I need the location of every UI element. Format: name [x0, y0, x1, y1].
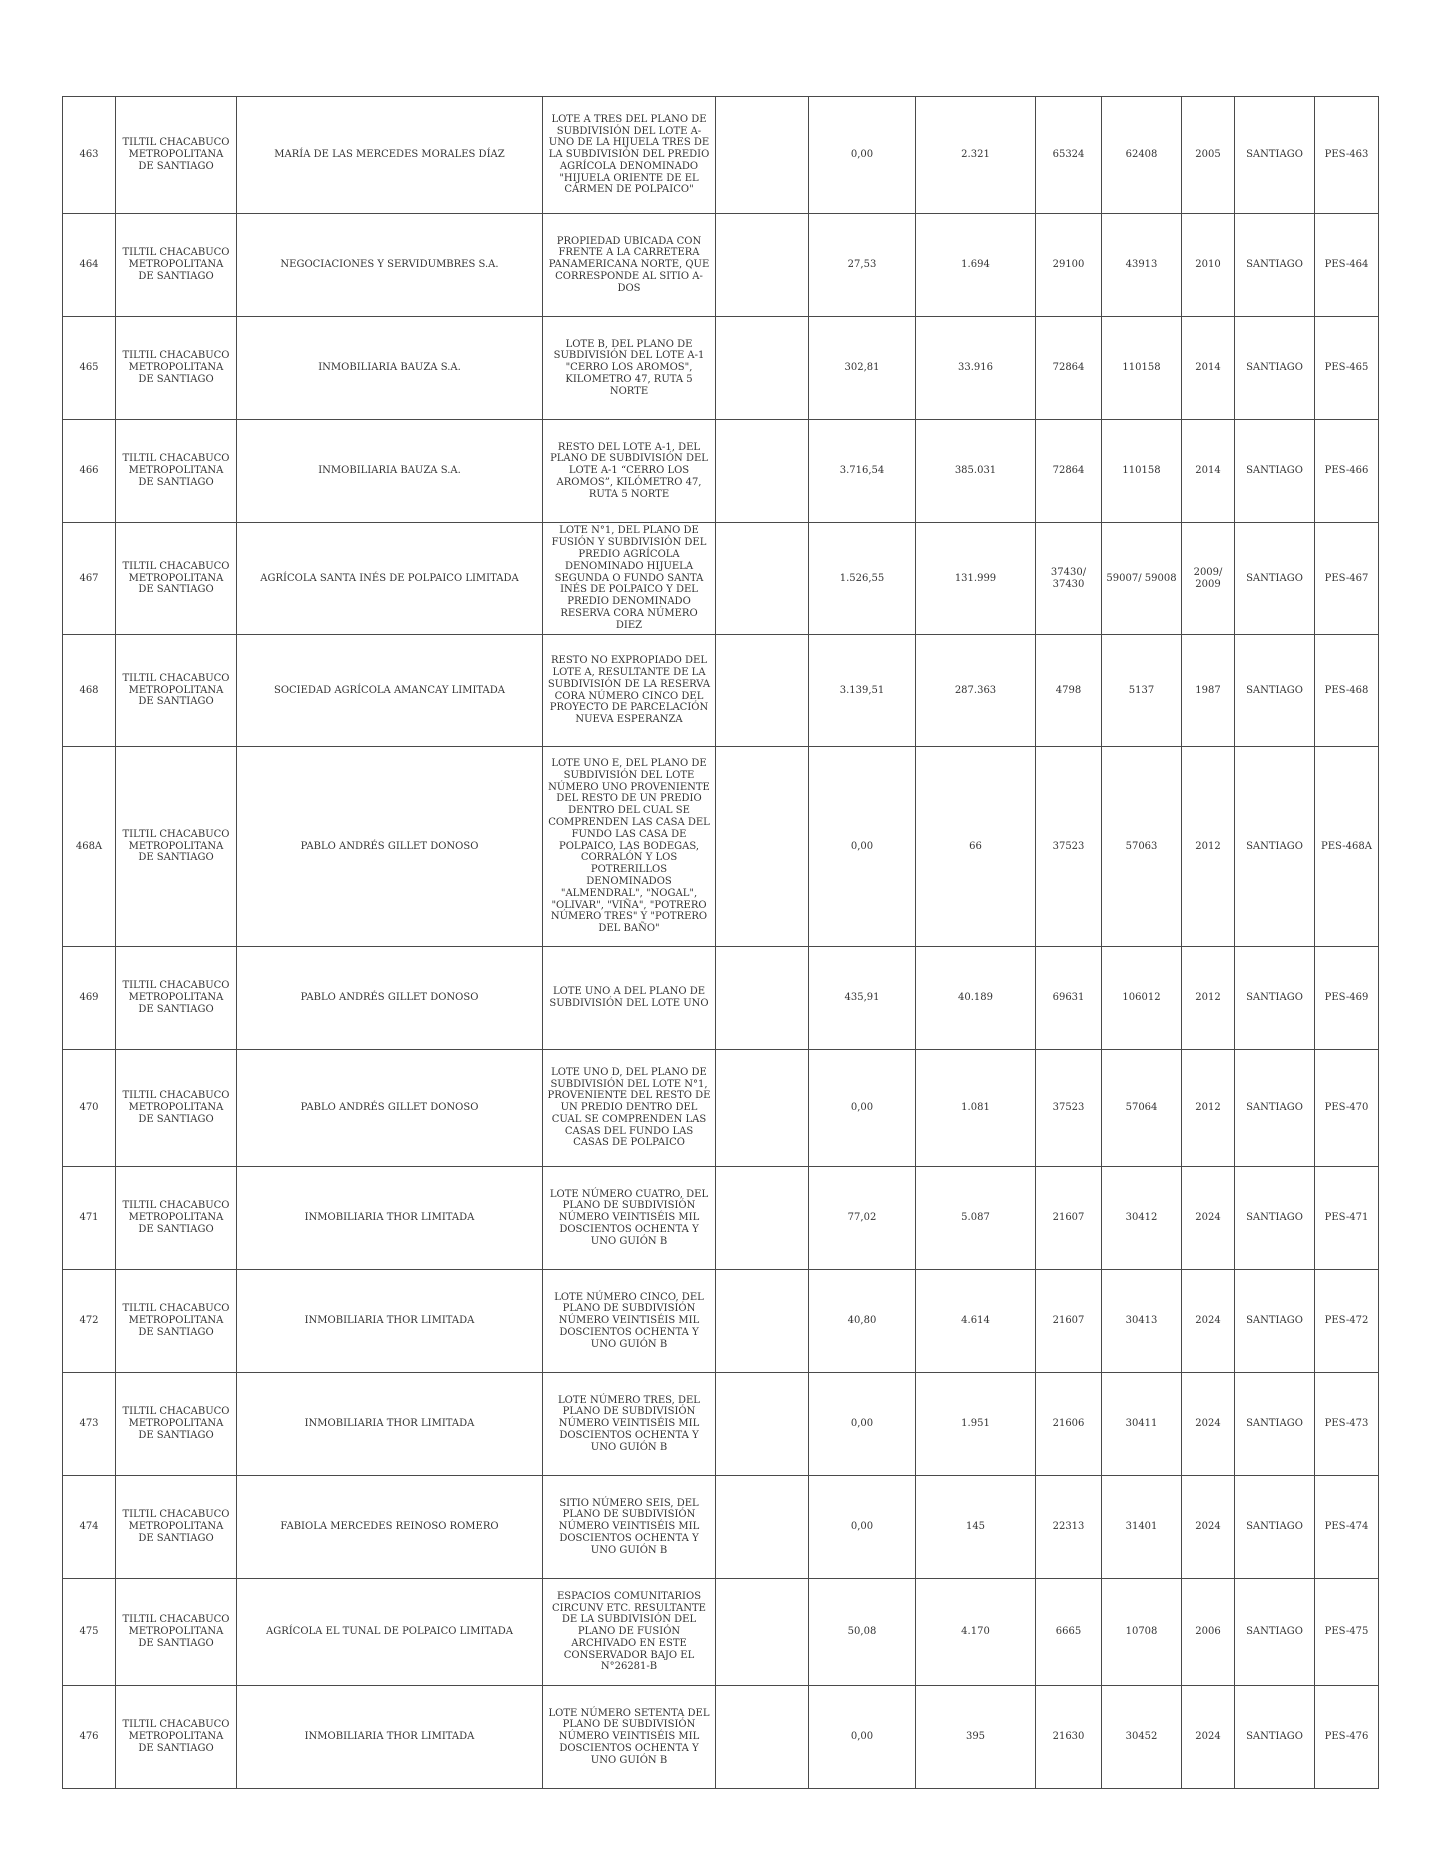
- table-row: [63, 523, 1379, 635]
- table-row: [63, 317, 1379, 420]
- registry-city-cell: SANTIAGO: [1235, 1167, 1315, 1270]
- registry-city-cell: SANTIAGO: [1235, 635, 1315, 747]
- table-row: [63, 1373, 1379, 1476]
- table-row: [63, 97, 1379, 214]
- fojas-cell: 72864: [1036, 317, 1102, 420]
- area-expropriated-cell: 3.716,54: [809, 420, 916, 523]
- area-expropriated-cell: 302,81: [809, 317, 916, 420]
- year-cell: 2010: [1182, 214, 1235, 317]
- row-number-cell: 466: [63, 420, 116, 523]
- owner-cell: AGRÍCOLA EL TUNAL DE POLPAICO LIMITADA: [237, 1579, 543, 1686]
- registry-number-cell: 5137: [1102, 635, 1182, 747]
- area-total-cell: 33.916: [916, 317, 1036, 420]
- registry-city-cell: SANTIAGO: [1235, 214, 1315, 317]
- plan-code-cell: PES-476: [1315, 1686, 1379, 1789]
- year-cell: 2024: [1182, 1270, 1235, 1373]
- table-row: [63, 420, 1379, 523]
- area-expropriated-cell: 0,00: [809, 1050, 916, 1167]
- area-total-cell: 5.087: [916, 1167, 1036, 1270]
- registry-city-cell: SANTIAGO: [1235, 523, 1315, 635]
- owner-cell: INMOBILIARIA BAUZA S.A.: [237, 317, 543, 420]
- table-row: [63, 214, 1379, 317]
- fojas-cell: 37430/ 37430: [1036, 523, 1102, 635]
- area-total-cell: 145: [916, 1476, 1036, 1579]
- area-expropriated-cell: 0,00: [809, 1373, 916, 1476]
- commune-cell: TILTIL CHACABUCO METROPOLITANA DE SANTIAGO: [116, 1579, 237, 1686]
- owner-cell: SOCIEDAD AGRÍCOLA AMANCAY LIMITADA: [237, 635, 543, 747]
- owner-cell: NEGOCIACIONES Y SERVIDUMBRES S.A.: [237, 214, 543, 317]
- description-cell: LOTE B, DEL PLANO DE SUBDIVISIÓN DEL LOTE A-1 "CERRO LOS AROMOS", KILOMETRO 47, RUTA 5 NORTE: [543, 317, 716, 420]
- blank-cell: [716, 523, 809, 635]
- blank-cell: [716, 1167, 809, 1270]
- plan-code-cell: PES-464: [1315, 214, 1379, 317]
- area-expropriated-cell: 40,80: [809, 1270, 916, 1373]
- table-row: [63, 635, 1379, 747]
- owner-cell: INMOBILIARIA BAUZA S.A.: [237, 420, 543, 523]
- registry-number-cell: 110158: [1102, 420, 1182, 523]
- description-cell: LOTE NÚMERO CINCO, DEL PLANO DE SUBDIVISIÓN NÚMERO VEINTISÉIS MIL DOSCIENTOS OCHENTA Y UNO GUIÓN B: [543, 1270, 716, 1373]
- fojas-cell: 72864: [1036, 420, 1102, 523]
- owner-cell: FABIOLA MERCEDES REINOSO ROMERO: [237, 1476, 543, 1579]
- plan-code-cell: PES-471: [1315, 1167, 1379, 1270]
- registry-city-cell: SANTIAGO: [1235, 1579, 1315, 1686]
- plan-code-cell: PES-475: [1315, 1579, 1379, 1686]
- year-cell: 2009/ 2009: [1182, 523, 1235, 635]
- description-cell: LOTE N°1, DEL PLANO DE FUSIÓN Y SUBDIVISIÓN DEL PREDIO AGRÍCOLA DENOMINADO HIJUELA SEGUNDA O FUNDO SANTA INÉS DE POLPAICO Y DEL PREDIO DENOMINADO RESERVA CORA NÚMERO DIEZ: [543, 523, 716, 635]
- area-total-cell: 40.189: [916, 947, 1036, 1050]
- row-number-cell: 464: [63, 214, 116, 317]
- table-row: [63, 947, 1379, 1050]
- row-number-cell: 474: [63, 1476, 116, 1579]
- registry-number-cell: 106012: [1102, 947, 1182, 1050]
- year-cell: 2024: [1182, 1476, 1235, 1579]
- area-total-cell: 4.170: [916, 1579, 1036, 1686]
- fojas-cell: 21606: [1036, 1373, 1102, 1476]
- table-row: [63, 1270, 1379, 1373]
- area-total-cell: 1.694: [916, 214, 1036, 317]
- blank-cell: [716, 1579, 809, 1686]
- table-row: [63, 1579, 1379, 1686]
- registry-city-cell: SANTIAGO: [1235, 747, 1315, 947]
- year-cell: 2012: [1182, 747, 1235, 947]
- area-expropriated-cell: 0,00: [809, 97, 916, 214]
- fojas-cell: 37523: [1036, 747, 1102, 947]
- description-cell: LOTE UNO A DEL PLANO DE SUBDIVISIÓN DEL LOTE UNO: [543, 947, 716, 1050]
- plan-code-cell: PES-467: [1315, 523, 1379, 635]
- row-number-cell: 468: [63, 635, 116, 747]
- blank-cell: [716, 420, 809, 523]
- registry-city-cell: SANTIAGO: [1235, 1270, 1315, 1373]
- owner-cell: INMOBILIARIA THOR LIMITADA: [237, 1373, 543, 1476]
- description-cell: LOTE NÚMERO SETENTA DEL PLANO DE SUBDIVISIÓN NÚMERO VEINTISÉIS MIL DOSCIENTOS OCHENTA Y UNO GUIÓN B: [543, 1686, 716, 1789]
- registry-number-cell: 30411: [1102, 1373, 1182, 1476]
- commune-cell: TILTIL CHACABUCO METROPOLITANA DE SANTIAGO: [116, 1686, 237, 1789]
- property-table: [62, 96, 1379, 1789]
- plan-code-cell: PES-468: [1315, 635, 1379, 747]
- owner-cell: PABLO ANDRÉS GILLET DONOSO: [237, 947, 543, 1050]
- table-row: [63, 1476, 1379, 1579]
- commune-cell: TILTIL CHACABUCO METROPOLITANA DE SANTIAGO: [116, 1167, 237, 1270]
- owner-cell: INMOBILIARIA THOR LIMITADA: [237, 1270, 543, 1373]
- commune-cell: TILTIL CHACABUCO METROPOLITANA DE SANTIAGO: [116, 420, 237, 523]
- registry-city-cell: SANTIAGO: [1235, 947, 1315, 1050]
- registry-city-cell: SANTIAGO: [1235, 420, 1315, 523]
- row-number-cell: 468A: [63, 747, 116, 947]
- area-total-cell: 287.363: [916, 635, 1036, 747]
- blank-cell: [716, 947, 809, 1050]
- owner-cell: INMOBILIARIA THOR LIMITADA: [237, 1167, 543, 1270]
- owner-cell: AGRÍCOLA SANTA INÉS DE POLPAICO LIMITADA: [237, 523, 543, 635]
- registry-city-cell: SANTIAGO: [1235, 1476, 1315, 1579]
- plan-code-cell: PES-470: [1315, 1050, 1379, 1167]
- table-row: [63, 1167, 1379, 1270]
- description-cell: LOTE NÚMERO CUATRO, DEL PLANO DE SUBDIVISIÓN NÚMERO VEINTISÉIS MIL DOSCIENTOS OCHENTA Y UNO GUIÓN B: [543, 1167, 716, 1270]
- area-expropriated-cell: 50,08: [809, 1579, 916, 1686]
- table-row: [63, 1050, 1379, 1167]
- row-number-cell: 473: [63, 1373, 116, 1476]
- registry-number-cell: 57064: [1102, 1050, 1182, 1167]
- year-cell: 2024: [1182, 1373, 1235, 1476]
- fojas-cell: 21630: [1036, 1686, 1102, 1789]
- year-cell: 2012: [1182, 947, 1235, 1050]
- fojas-cell: 29100: [1036, 214, 1102, 317]
- area-total-cell: 1.081: [916, 1050, 1036, 1167]
- description-cell: ESPACIOS COMUNITARIOS CIRCUNV ETC. RESULTANTE DE LA SUBDIVISIÓN DEL PLANO DE FUSIÓN ARCHIVADO EN ESTE CONSERVADOR BAJO EL N°26281-B: [543, 1579, 716, 1686]
- fojas-cell: 21607: [1036, 1167, 1102, 1270]
- blank-cell: [716, 1686, 809, 1789]
- commune-cell: TILTIL CHACABUCO METROPOLITANA DE SANTIAGO: [116, 947, 237, 1050]
- area-expropriated-cell: 27,53: [809, 214, 916, 317]
- registry-number-cell: 43913: [1102, 214, 1182, 317]
- blank-cell: [716, 317, 809, 420]
- area-expropriated-cell: 0,00: [809, 1686, 916, 1789]
- commune-cell: TILTIL CHACABUCO METROPOLITANA DE SANTIAGO: [116, 747, 237, 947]
- plan-code-cell: PES-473: [1315, 1373, 1379, 1476]
- fojas-cell: 69631: [1036, 947, 1102, 1050]
- fojas-cell: 6665: [1036, 1579, 1102, 1686]
- registry-city-cell: SANTIAGO: [1235, 97, 1315, 214]
- plan-code-cell: PES-469: [1315, 947, 1379, 1050]
- area-total-cell: 4.614: [916, 1270, 1036, 1373]
- row-number-cell: 467: [63, 523, 116, 635]
- row-number-cell: 469: [63, 947, 116, 1050]
- table-row: [63, 1686, 1379, 1789]
- blank-cell: [716, 1270, 809, 1373]
- row-number-cell: 470: [63, 1050, 116, 1167]
- commune-cell: TILTIL CHACABUCO METROPOLITANA DE SANTIAGO: [116, 635, 237, 747]
- owner-cell: PABLO ANDRÉS GILLET DONOSO: [237, 747, 543, 947]
- area-total-cell: 385.031: [916, 420, 1036, 523]
- year-cell: 2014: [1182, 420, 1235, 523]
- plan-code-cell: PES-466: [1315, 420, 1379, 523]
- blank-cell: [716, 747, 809, 947]
- plan-code-cell: PES-472: [1315, 1270, 1379, 1373]
- owner-cell: INMOBILIARIA THOR LIMITADA: [237, 1686, 543, 1789]
- commune-cell: TILTIL CHACABUCO METROPOLITANA DE SANTIAGO: [116, 97, 237, 214]
- description-cell: LOTE UNO D, DEL PLANO DE SUBDIVISIÓN DEL LOTE N°1, PROVENIENTE DEL RESTO DE UN PREDIO DENTRO DEL CUAL SE COMPRENDEN LAS CASAS DEL FUNDO LAS CASAS DE POLPAICO: [543, 1050, 716, 1167]
- registry-number-cell: 57063: [1102, 747, 1182, 947]
- description-cell: PROPIEDAD UBICADA CON FRENTE A LA CARRETERA PANAMERICANA NORTE, QUE CORRESPONDE AL SITIO A-DOS: [543, 214, 716, 317]
- fojas-cell: 37523: [1036, 1050, 1102, 1167]
- owner-cell: MARÍA DE LAS MERCEDES MORALES DÍAZ: [237, 97, 543, 214]
- fojas-cell: 4798: [1036, 635, 1102, 747]
- commune-cell: TILTIL CHACABUCO METROPOLITANA DE SANTIAGO: [116, 1050, 237, 1167]
- blank-cell: [716, 97, 809, 214]
- registry-city-cell: SANTIAGO: [1235, 1686, 1315, 1789]
- area-expropriated-cell: 0,00: [809, 1476, 916, 1579]
- registry-city-cell: SANTIAGO: [1235, 1050, 1315, 1167]
- description-cell: LOTE A TRES DEL PLANO DE SUBDIVISIÓN DEL LOTE A-UNO DE LA HIJUELA TRES DE LA SUBDIVISIÓN DEL PREDIO AGRÍCOLA DENOMINADO "HIJUELA ORIENTE DE EL CÁRMEN DE POLPAICO": [543, 97, 716, 214]
- fojas-cell: 65324: [1036, 97, 1102, 214]
- description-cell: LOTE NÚMERO TRES, DEL PLANO DE SUBDIVISIÓN NÚMERO VEINTISÉIS MIL DOSCIENTOS OCHENTA Y UNO GUIÓN B: [543, 1373, 716, 1476]
- plan-code-cell: PES-468A: [1315, 747, 1379, 947]
- area-total-cell: 131.999: [916, 523, 1036, 635]
- area-expropriated-cell: 435,91: [809, 947, 916, 1050]
- area-total-cell: 66: [916, 747, 1036, 947]
- description-cell: LOTE UNO E, DEL PLANO DE SUBDIVISIÓN DEL LOTE NÚMERO UNO PROVENIENTE DEL RESTO DE UN PREDIO DENTRO DEL CUAL SE COMPRENDEN LAS CASA DEL FUNDO LAS CASA DE POLPAICO, LAS BODEGAS, CORRALÓN Y LOS POTRERILLOS DENOMINADOS "ALMENDRAL", "NOGAL", "OLIVAR", "VIÑA", "POTRERO NÚMERO TRES" Y "POTRERO DEL BAÑO": [543, 747, 716, 947]
- registry-number-cell: 30413: [1102, 1270, 1182, 1373]
- area-expropriated-cell: 0,00: [809, 747, 916, 947]
- registry-number-cell: 30452: [1102, 1686, 1182, 1789]
- row-number-cell: 465: [63, 317, 116, 420]
- year-cell: 1987: [1182, 635, 1235, 747]
- blank-cell: [716, 1050, 809, 1167]
- row-number-cell: 475: [63, 1579, 116, 1686]
- description-cell: RESTO DEL LOTE A-1, DEL PLANO DE SUBDIVISIÓN DEL LOTE A-1 “CERRO LOS AROMOS”, KILÓMETRO 47, RUTA 5 NORTE: [543, 420, 716, 523]
- row-number-cell: 463: [63, 97, 116, 214]
- year-cell: 2012: [1182, 1050, 1235, 1167]
- commune-cell: TILTIL CHACABUCO METROPOLITANA DE SANTIAGO: [116, 1373, 237, 1476]
- commune-cell: TILTIL CHACABUCO METROPOLITANA DE SANTIAGO: [116, 317, 237, 420]
- plan-code-cell: PES-465: [1315, 317, 1379, 420]
- registry-number-cell: 110158: [1102, 317, 1182, 420]
- area-total-cell: 395: [916, 1686, 1036, 1789]
- commune-cell: TILTIL CHACABUCO METROPOLITANA DE SANTIAGO: [116, 1476, 237, 1579]
- registry-city-cell: SANTIAGO: [1235, 317, 1315, 420]
- area-expropriated-cell: 77,02: [809, 1167, 916, 1270]
- registry-number-cell: 62408: [1102, 97, 1182, 214]
- registry-number-cell: 31401: [1102, 1476, 1182, 1579]
- row-number-cell: 471: [63, 1167, 116, 1270]
- plan-code-cell: PES-474: [1315, 1476, 1379, 1579]
- year-cell: 2006: [1182, 1579, 1235, 1686]
- fojas-cell: 21607: [1036, 1270, 1102, 1373]
- area-total-cell: 1.951: [916, 1373, 1036, 1476]
- registry-number-cell: 10708: [1102, 1579, 1182, 1686]
- area-total-cell: 2.321: [916, 97, 1036, 214]
- year-cell: 2014: [1182, 317, 1235, 420]
- commune-cell: TILTIL CHACABUCO METROPOLITANA DE SANTIAGO: [116, 1270, 237, 1373]
- registry-number-cell: 59007/ 59008: [1102, 523, 1182, 635]
- row-number-cell: 472: [63, 1270, 116, 1373]
- table-row: [63, 747, 1379, 947]
- plan-code-cell: PES-463: [1315, 97, 1379, 214]
- fojas-cell: 22313: [1036, 1476, 1102, 1579]
- blank-cell: [716, 214, 809, 317]
- owner-cell: PABLO ANDRÉS GILLET DONOSO: [237, 1050, 543, 1167]
- area-expropriated-cell: 3.139,51: [809, 635, 916, 747]
- commune-cell: TILTIL CHACABUCO METROPOLITANA DE SANTIAGO: [116, 214, 237, 317]
- blank-cell: [716, 635, 809, 747]
- year-cell: 2024: [1182, 1167, 1235, 1270]
- blank-cell: [716, 1373, 809, 1476]
- year-cell: 2024: [1182, 1686, 1235, 1789]
- description-cell: RESTO NO EXPROPIADO DEL LOTE A, RESULTANTE DE LA SUBDIVISIÓN DE LA RESERVA CORA NÚMERO CINCO DEL PROYECTO DE PARCELACIÓN NUEVA ESPERANZA: [543, 635, 716, 747]
- registry-number-cell: 30412: [1102, 1167, 1182, 1270]
- commune-cell: TILTIL CHACABUCO METROPOLITANA DE SANTIAGO: [116, 523, 237, 635]
- year-cell: 2005: [1182, 97, 1235, 214]
- row-number-cell: 476: [63, 1686, 116, 1789]
- area-expropriated-cell: 1.526,55: [809, 523, 916, 635]
- registry-city-cell: SANTIAGO: [1235, 1373, 1315, 1476]
- description-cell: SITIO NÚMERO SEIS, DEL PLANO DE SUBDIVISIÓN NÚMERO VEINTISÉIS MIL DOSCIENTOS OCHENTA Y UNO GUIÓN B: [543, 1476, 716, 1579]
- blank-cell: [716, 1476, 809, 1579]
